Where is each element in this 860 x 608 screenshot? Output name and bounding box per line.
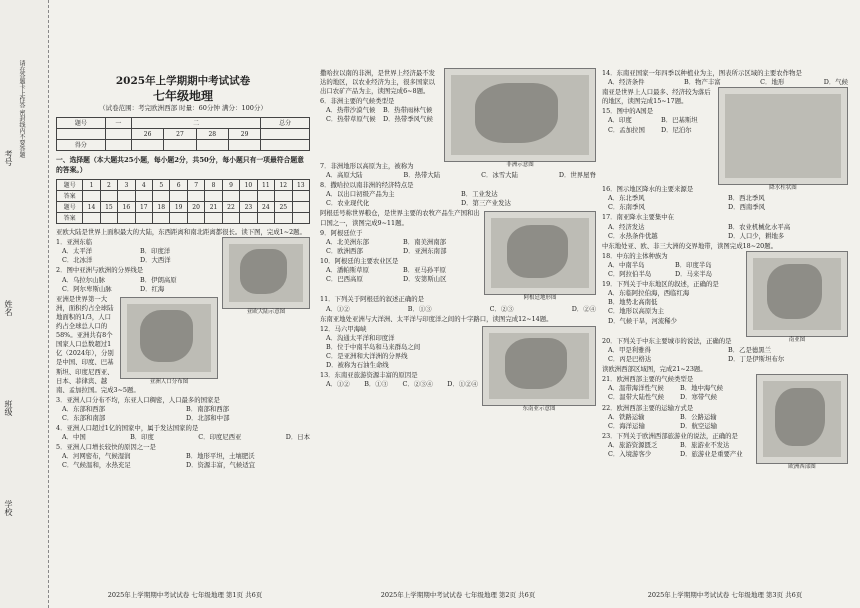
option: C．农业现代化	[326, 199, 370, 208]
option: A．印度	[608, 116, 632, 125]
option: D．人口少，耕地多	[728, 231, 785, 240]
score-head: 总分	[261, 118, 310, 129]
answer-cell: 答案	[57, 191, 83, 202]
answer-cell: 13	[292, 180, 309, 191]
question-6: 6．非洲主要的气候类型是	[320, 97, 395, 106]
chart-figure: 降水柱状图	[718, 87, 848, 185]
option: A．①②	[326, 304, 350, 313]
option: B．印度半岛	[675, 260, 712, 269]
option: C．②③	[489, 304, 514, 313]
answer-cell	[292, 202, 309, 213]
option: B．农业机械化水平高	[728, 222, 791, 231]
page-footer-2: 2025年上学期期中考试试卷 七年级地理 第2页 共6页	[380, 591, 536, 599]
answer-cell	[100, 191, 117, 202]
question-8: 8．撒哈拉以南非洲的经济特点是	[320, 181, 414, 190]
answer-cell	[100, 213, 117, 224]
option: A．中南半岛	[608, 260, 645, 269]
intro-text: 亚洲是世界第一大洲，面积约占全球陆地面积的1/3，人口约占全球总人口的58%。亚洲共有8个国家人口总数超过1亿（2024年），分别是中国、印度、巴基斯坦、印度尼西亚、日本、菲律宾、越南、孟加拉国。完成3~5题。	[56, 294, 140, 394]
option: A．以出口初级产品为主	[326, 190, 395, 199]
map-figure: 阿根廷地形图	[484, 211, 596, 295]
question-20: 20．下列关于中东主要城市的说法，正确的是	[602, 336, 732, 345]
option: D．②④	[571, 304, 596, 313]
answer-cell: 25	[275, 202, 292, 213]
option: A．①②	[326, 380, 350, 389]
question-15: 15．图中的A国是	[602, 107, 654, 116]
answer-cell: 16	[118, 202, 135, 213]
exam-meta: （试卷范围：考完欧洲西部 时量：60分钟 满分：100分）	[99, 104, 267, 112]
answer-cell	[292, 213, 309, 224]
option: A．高原大陆	[326, 171, 363, 180]
option: D．旅游业是重要产业	[680, 449, 743, 458]
option: D．安第斯山区	[403, 275, 447, 284]
option: C．入境游客少	[608, 449, 652, 458]
answer-cell	[240, 191, 257, 202]
option: B．印度	[130, 433, 154, 442]
answer-cell: 12	[275, 180, 292, 191]
answer-cell	[275, 191, 292, 202]
option: C．孟加拉国	[608, 125, 645, 134]
label-school: 学校	[4, 500, 13, 516]
option: A．东北季风	[608, 194, 645, 203]
answer-cell	[135, 191, 152, 202]
map-figure: 欧洲西部图	[756, 374, 848, 464]
option: C．②③④	[402, 380, 433, 389]
answer-cell	[118, 213, 135, 224]
exam-title: 2025年上学期期中考试试卷	[115, 75, 251, 87]
answer-cell: 14	[83, 202, 100, 213]
answer-cell: 题号	[57, 202, 83, 213]
label-name: 姓名	[4, 300, 13, 316]
answer-cell: 5	[153, 180, 170, 191]
option: D．世界屋脊	[558, 171, 596, 180]
answer-cell: 3	[118, 180, 135, 191]
map-figure: 非洲示意图	[444, 68, 596, 162]
option: B．地势北高南低	[608, 298, 658, 307]
answer-cell: 2	[100, 180, 117, 191]
option: C．阿尔卑斯山脉	[62, 284, 112, 293]
option: A．东部和西部	[62, 404, 105, 413]
score-cell	[261, 140, 310, 151]
option: D．尼泊尔	[661, 125, 692, 134]
answer-cell: 19	[170, 202, 187, 213]
option: B．热带大陆	[403, 171, 441, 180]
score-cell: 28	[196, 129, 228, 140]
option: D．①②④	[447, 380, 478, 389]
option: C．丙是巴格达	[608, 355, 652, 364]
section-heading: 一、选择题（本大题共25小题，每小题2分，共50分，每小题只有一项最符合题意的答案。）	[56, 156, 304, 175]
score-cell	[105, 140, 131, 151]
option: A．温带海洋性气候	[608, 384, 664, 393]
answer-cell	[153, 191, 170, 202]
option: A．中国	[62, 433, 86, 442]
option: B．巴基斯坦	[661, 116, 698, 125]
page-footer-1: 2025年上学期期中考试试卷 七年级地理 第1页 共6页	[107, 591, 263, 599]
answer-cell	[275, 213, 292, 224]
answer-cell: 22	[222, 202, 239, 213]
option: D．资源丰富，气候适宜	[186, 461, 256, 470]
option: C．东南季风	[608, 203, 645, 212]
answer-cell	[187, 191, 204, 202]
option: D．被称为石油生命线	[326, 361, 389, 370]
answer-cell: 18	[153, 202, 170, 213]
option: B．地中海气候	[680, 384, 724, 393]
score-cell: 29	[228, 129, 260, 140]
map-figure: 东南亚示意图	[482, 326, 596, 406]
page-footer-3: 2025年上学期期中考试试卷 七年级地理 第3页 共6页	[647, 591, 803, 599]
option: C．巴西高原	[326, 275, 363, 284]
option: B．南部和西部	[186, 404, 230, 413]
score-head: 题号	[57, 118, 106, 129]
answer-cell	[240, 213, 257, 224]
answer-cell	[222, 191, 239, 202]
column-3	[602, 68, 848, 588]
option: A．旅游资源匮乏	[608, 440, 658, 449]
question-14: 14．东南亚国家一年四季以种植业为主，图表所示区域的主要农作物是	[602, 69, 802, 77]
option: D．寒带气候	[680, 393, 718, 402]
option: B．印度洋	[140, 247, 171, 256]
option: D．大西洋	[140, 256, 171, 265]
question-11: 11．下列关于阿根廷的叙述正确的是	[320, 295, 424, 304]
option: B．西北季风	[728, 194, 765, 203]
answer-table	[56, 179, 310, 224]
exam-subject: 七年级地理	[152, 89, 213, 103]
intro-text: 南亚是世界上人口最多、经济较为落后的地区，读图完成15~17题。	[602, 88, 711, 106]
option: D．气候干旱，河流稀少	[608, 316, 678, 325]
answer-cell: 23	[240, 202, 257, 213]
option: D．丁是伊斯坦布尔	[728, 355, 785, 364]
score-cell	[164, 140, 196, 151]
answer-cell: 24	[257, 202, 274, 213]
option: A．北美洲东部	[326, 237, 369, 246]
answer-cell	[257, 191, 274, 202]
question-4: 4．亚洲人口超过1亿的国家中，属于发达国家的是	[56, 424, 199, 433]
option: D．马来半岛	[675, 270, 713, 279]
question-9: 9．阿根廷位于	[320, 228, 363, 237]
option: D．气候	[823, 78, 848, 87]
answer-cell	[153, 213, 170, 224]
answer-cell: 答案	[57, 213, 83, 224]
map-figure: 南亚图	[746, 251, 848, 337]
question-16: 16．图示地区降水的主要来源是	[602, 185, 694, 194]
option: C．欧洲西部	[326, 246, 363, 255]
answer-cell: 10	[240, 180, 257, 191]
score-cell: 27	[164, 129, 196, 140]
map-figure: 亚洲人口分布图	[120, 297, 218, 379]
answer-cell	[135, 213, 152, 224]
option: C．温带大陆性气候	[608, 393, 665, 402]
score-table	[56, 117, 310, 151]
option: A．热带沙漠气候	[326, 106, 376, 115]
column-1	[56, 70, 310, 590]
option: C．是亚洲和大洋洲的分界线	[326, 352, 408, 361]
option: C．东部和南部	[62, 413, 106, 422]
option: C．地形以高原为主	[608, 307, 665, 316]
label-class: 班级	[4, 400, 13, 416]
intro-text: 东南亚地处亚洲与大洋洲、太平洋与印度洋之间的十字路口，读图完成12~14题。	[320, 314, 553, 323]
intro-text: 中东地处亚、欧、非三大洲的交界地带，读图完成18~20题。	[602, 241, 777, 250]
score-head: 一	[105, 118, 131, 129]
option: C．印度尼西亚	[198, 433, 242, 442]
option: A．乌拉尔山脉	[62, 275, 105, 284]
answer-cell	[222, 213, 239, 224]
option: B．伊朗高原	[140, 275, 177, 284]
column-2	[320, 68, 596, 588]
answer-cell: 21	[205, 202, 222, 213]
answer-cell	[257, 213, 274, 224]
question-23: 23．下列关于欧洲西部旅游业的说法，正确的是	[602, 431, 738, 440]
question-5: 5．亚洲人口增长较快的原因之一是	[56, 443, 156, 452]
option: C．气候温和，水热充足	[62, 461, 131, 470]
option: A．经济条件	[608, 78, 645, 87]
option: D．第三产业发达	[461, 199, 511, 208]
option: C．冰雪大陆	[481, 171, 518, 180]
option: B．工业发达	[461, 190, 498, 199]
option: A．沟通太平洋和印度洋	[326, 333, 395, 342]
option: B．①③	[407, 304, 432, 313]
option: A．东临阿拉伯海，西临红海	[608, 289, 690, 298]
answer-cell: 1	[83, 180, 100, 191]
notice-text: 请在答题卡上作答 密封线内不要答题	[18, 60, 25, 158]
option: C．热带草原气候	[326, 115, 376, 124]
map-figure: 亚欧大陆示意图	[222, 237, 310, 309]
answer-cell	[170, 191, 187, 202]
option: A．甲是利雅得	[608, 345, 651, 354]
question-17: 17．南亚降水主要集中在	[602, 213, 675, 222]
intro-text: 亚欧大陆是世界上面积最大的大陆，东西距离和南北距离都很长。读下图，完成1~2题。	[56, 228, 306, 237]
option: B．旅游业不发达	[680, 440, 730, 449]
answer-cell: 8	[205, 180, 222, 191]
option: B．热带雨林气候	[383, 106, 433, 115]
binding-strip	[0, 0, 49, 608]
option: A．河网密布，气候湿润	[62, 452, 131, 461]
option: A．潘帕斯草原	[326, 266, 369, 275]
answer-cell: 7	[187, 180, 204, 191]
option: B．①③	[364, 380, 389, 389]
option: D．红海	[140, 284, 165, 293]
score-cell	[131, 140, 163, 151]
question-1: 1．亚洲东临	[56, 238, 93, 247]
option: C．水热条件优越	[608, 231, 658, 240]
answer-cell	[170, 213, 187, 224]
score-cell	[105, 129, 131, 140]
answer-cell: 4	[135, 180, 152, 191]
intro-text: 撒哈拉以南的非洲，是世界上经济最不发达的地区，以农业经济为主，很多国家以出口农矿产品为主，读图完成6~8题。	[320, 69, 436, 96]
intro-text: 读欧洲西部区域图，完成21~23题。	[602, 365, 707, 374]
option: D．日本	[285, 433, 310, 442]
question-21: 21．欧洲西部主要的气候类型是	[602, 375, 694, 384]
option: D．北部和中部	[186, 413, 230, 422]
score-cell: 26	[131, 129, 163, 140]
answer-cell: 20	[187, 202, 204, 213]
option: B．乙是德黑兰	[728, 345, 772, 354]
score-cell	[261, 129, 310, 140]
score-cell	[228, 140, 260, 151]
option: A．经济发达	[608, 222, 645, 231]
question-2: 2．图中亚洲与欧洲的分界线是	[56, 266, 144, 275]
answer-cell	[83, 191, 100, 202]
question-10: 10．阿根廷的主要农业区是	[320, 256, 399, 265]
option: B．南美洲南部	[403, 237, 447, 246]
question-19: 19．下列关于中东地区的叙述，正确的是	[602, 280, 719, 289]
option: B．位于中南半岛和马来群岛之间	[326, 342, 421, 351]
answer-cell	[205, 191, 222, 202]
intro-text: 阿根廷号称世界粮仓，是世界主要的农牧产品生产国和出口国之一，读图完成9~11题。	[320, 209, 480, 227]
option: D．亚洲东南部	[403, 246, 447, 255]
score-head: 二	[131, 118, 260, 129]
option: D．西南季风	[728, 203, 766, 212]
answer-cell	[292, 191, 309, 202]
question-18: 18．中东的主体种族为	[602, 251, 668, 260]
answer-cell	[205, 213, 222, 224]
question-7: 7．非洲地形以高原为主，被称为	[320, 162, 414, 170]
option: A．铁路运输	[608, 412, 645, 421]
option: B．亚马孙平原	[403, 266, 447, 275]
question-13: 13．东南亚旅游资源丰富的原因是	[320, 371, 418, 380]
answer-cell: 题号	[57, 180, 83, 191]
score-cell: 得分	[57, 140, 106, 151]
answer-cell: 17	[135, 202, 152, 213]
answer-cell	[83, 213, 100, 224]
option: C．北冰洋	[62, 256, 93, 265]
answer-cell: 11	[257, 180, 274, 191]
question-12: 12．马六甲海峡	[320, 324, 367, 333]
option: D．航空运输	[680, 421, 718, 430]
score-cell	[196, 140, 228, 151]
answer-cell	[187, 213, 204, 224]
option: C．地形	[760, 78, 785, 87]
answer-cell: 6	[170, 180, 187, 191]
score-cell	[57, 129, 106, 140]
option: B．物产丰富	[684, 78, 721, 87]
answer-cell: 9	[222, 180, 239, 191]
option: C．海洋运输	[608, 421, 645, 430]
option: C．阿拉伯半岛	[608, 270, 652, 279]
question-3: 3．亚洲人口分布不均，东亚人口稠密，人口最多的国家是	[56, 395, 220, 404]
question-22: 22．欧洲西部主要的运输方式是	[602, 403, 694, 412]
label-exam-number: 考号	[4, 150, 13, 166]
answer-cell	[118, 191, 135, 202]
option: B．公路运输	[680, 412, 717, 421]
answer-cell: 15	[100, 202, 117, 213]
option: D．热带季风气候	[383, 115, 433, 124]
option: B．地形平坦，土壤肥沃	[186, 452, 255, 461]
option: A．太平洋	[62, 247, 93, 256]
